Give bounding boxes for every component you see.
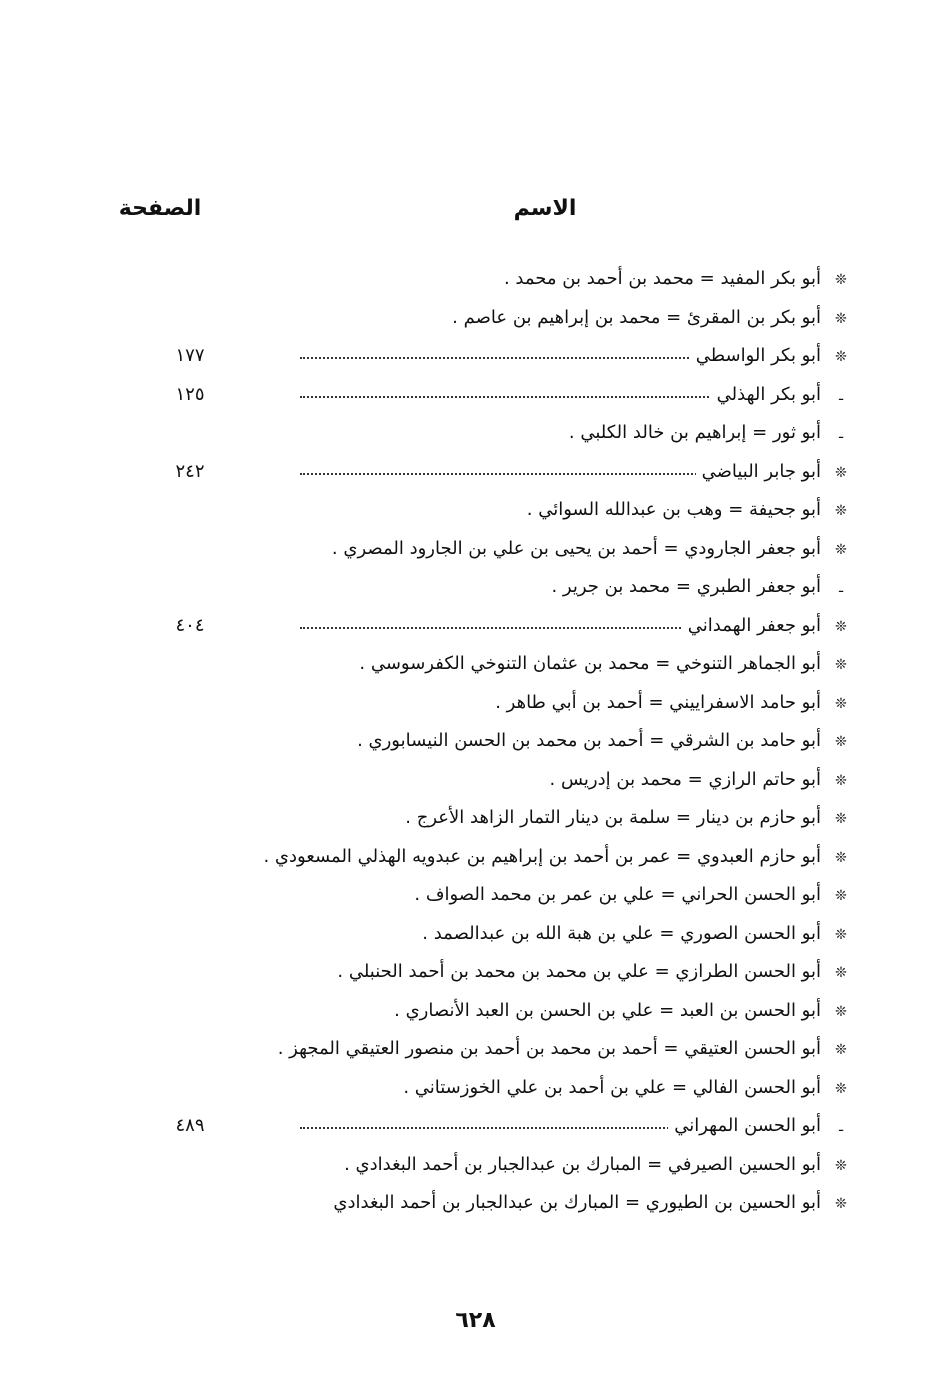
index-entry: [0, 998, 951, 1037]
index-entry: [0, 1036, 951, 1075]
entry-marker: ❊: [835, 272, 847, 288]
entry-marker: ـ: [838, 426, 844, 442]
entry-name: أبو بكر الواسطي: [690, 345, 821, 366]
index-entry: [0, 1113, 951, 1152]
entry-name: أبو الحسن الطرازي = علي بن محمد بن محمد بن أحمد الحنبلي .: [331, 961, 821, 982]
index-entries: [0, 266, 951, 1229]
entry-name: أبو الحسن الفالي = علي بن أحمد بن علي الخوزستاني .: [397, 1077, 821, 1098]
column-header-page: الصفحة: [118, 196, 202, 221]
index-entry: [0, 536, 951, 575]
entry-marker: ❊: [835, 849, 847, 866]
entry-name: أبو حازم بن دينار = سلمة بن دينار التمار الزاهد الأعرج .: [399, 807, 821, 828]
index-entry: [0, 1190, 951, 1229]
entry-marker: ❊: [835, 965, 847, 981]
entry-name: أبو الحسين بن الطيوري = المبارك بن عبدالجبار بن أحمد البغدادي: [327, 1192, 821, 1213]
index-entry: [0, 613, 951, 652]
index-entry: [0, 305, 951, 344]
entry-name: أبو بكر المفيد = محمد بن أحمد بن محمد .: [498, 268, 821, 289]
entry-name: أبو حاتم الرازي = محمد بن إدريس .: [544, 769, 821, 790]
entry-name: أبو بكر بن المقرئ = محمد بن إبراهيم بن عاصم .: [446, 307, 821, 328]
index-entry: [0, 574, 951, 613]
entry-marker: ـ: [838, 1119, 844, 1135]
entry-marker: ❊: [835, 734, 847, 750]
entry-name: أبو الحسن المهراني: [668, 1115, 821, 1136]
entry-marker: ❊: [835, 695, 847, 712]
entry-name: أبو الجماهر التنوخي = محمد بن عثمان التنوخي الكفرسوسي .: [353, 653, 821, 674]
entry-marker: ❊: [835, 926, 847, 943]
entry-marker: ـ: [838, 387, 844, 404]
entry-marker: ❊: [835, 772, 847, 789]
index-entry: [0, 728, 951, 767]
index-entry: [0, 1152, 951, 1191]
entry-marker: ❊: [835, 618, 847, 635]
entry-name: أبو بكر الهذلي: [711, 384, 821, 405]
index-entry: [0, 882, 951, 921]
entry-marker: ❊: [835, 503, 847, 519]
entry-name: أبو حازم العبدوي = عمر بن أحمد بن إبراهيم بن عبدويه الهذلي المسعودي .: [257, 846, 821, 867]
index-entry: [0, 844, 951, 883]
entry-name: أبو جعفر الجارودي = أحمد بن يحيى بن علي بن الجارود المصري .: [326, 538, 821, 559]
index-entry: [0, 767, 951, 806]
entry-page-number: ٤٨٩: [175, 1115, 205, 1136]
page-number: ٦٢٨: [455, 1308, 496, 1333]
entry-name: أبو حامد الاسفراييني = أحمد بن أبي طاهر .: [489, 692, 821, 713]
column-header-name: الاسم: [513, 196, 577, 221]
entry-name: أبو جابر البياضي: [696, 461, 821, 482]
index-entry: [0, 343, 951, 382]
entry-page-number: ١٢٥: [175, 383, 205, 405]
index-entry: [0, 266, 951, 305]
entry-marker: ❊: [835, 1080, 847, 1097]
entry-name: أبو جحيفة = وهب بن عبدالله السوائي .: [521, 499, 821, 520]
entry-name: أبو حامد بن الشرقي = أحمد بن محمد بن الحسن النيسابوري .: [351, 730, 821, 751]
entry-name: أبو الحسن العتيقي = أحمد بن محمد بن أحمد بن منصور العتيقي المجهز .: [272, 1038, 821, 1059]
index-entry: [0, 651, 951, 690]
entry-name: أبو الحسن الحراني = علي بن عمر بن محمد الصواف .: [408, 884, 821, 905]
index-entry: [0, 959, 951, 998]
entry-page-number: ٢٤٢: [175, 460, 205, 482]
index-entry: [0, 921, 951, 960]
index-entry: [0, 497, 951, 536]
entry-name: أبو جعفر الهمداني: [682, 615, 821, 636]
entry-marker: ❊: [835, 1157, 847, 1174]
index-entry: [0, 690, 951, 729]
entry-marker: ـ: [838, 580, 844, 596]
index-entry: [0, 420, 951, 459]
index-entry: [0, 805, 951, 844]
entry-marker: ❊: [835, 811, 847, 827]
entry-name: أبو ثور = إبراهيم بن خالد الكلبي .: [563, 422, 821, 443]
entry-marker: ❊: [835, 1003, 847, 1020]
entry-marker: ❊: [835, 657, 847, 673]
index-entry: [0, 1075, 951, 1114]
entry-marker: ❊: [835, 349, 847, 365]
entry-name: أبو الحسن بن العبد = علي بن الحسن بن العبد الأنصاري .: [388, 1000, 821, 1021]
entry-marker: ❊: [835, 310, 847, 327]
entry-marker: ❊: [835, 541, 847, 558]
entry-marker: ❊: [835, 464, 847, 481]
entry-marker: ❊: [835, 1042, 847, 1058]
entry-name: أبو الحسن الصوري = علي بن هبة الله بن عبدالصمد .: [416, 923, 821, 944]
index-entry: [0, 459, 951, 498]
entry-page-number: ٤٠٤: [175, 614, 205, 636]
entry-name: أبو الحسين الصيرفي = المبارك بن عبدالجبار بن أحمد البغدادي .: [338, 1154, 821, 1175]
entry-name: أبو جعفر الطبري = محمد بن جرير .: [545, 576, 821, 597]
entry-marker: ❊: [835, 888, 847, 904]
entry-marker: ❊: [835, 1196, 847, 1212]
index-entry: [0, 382, 951, 421]
entry-page-number: ١٧٧: [175, 345, 205, 366]
